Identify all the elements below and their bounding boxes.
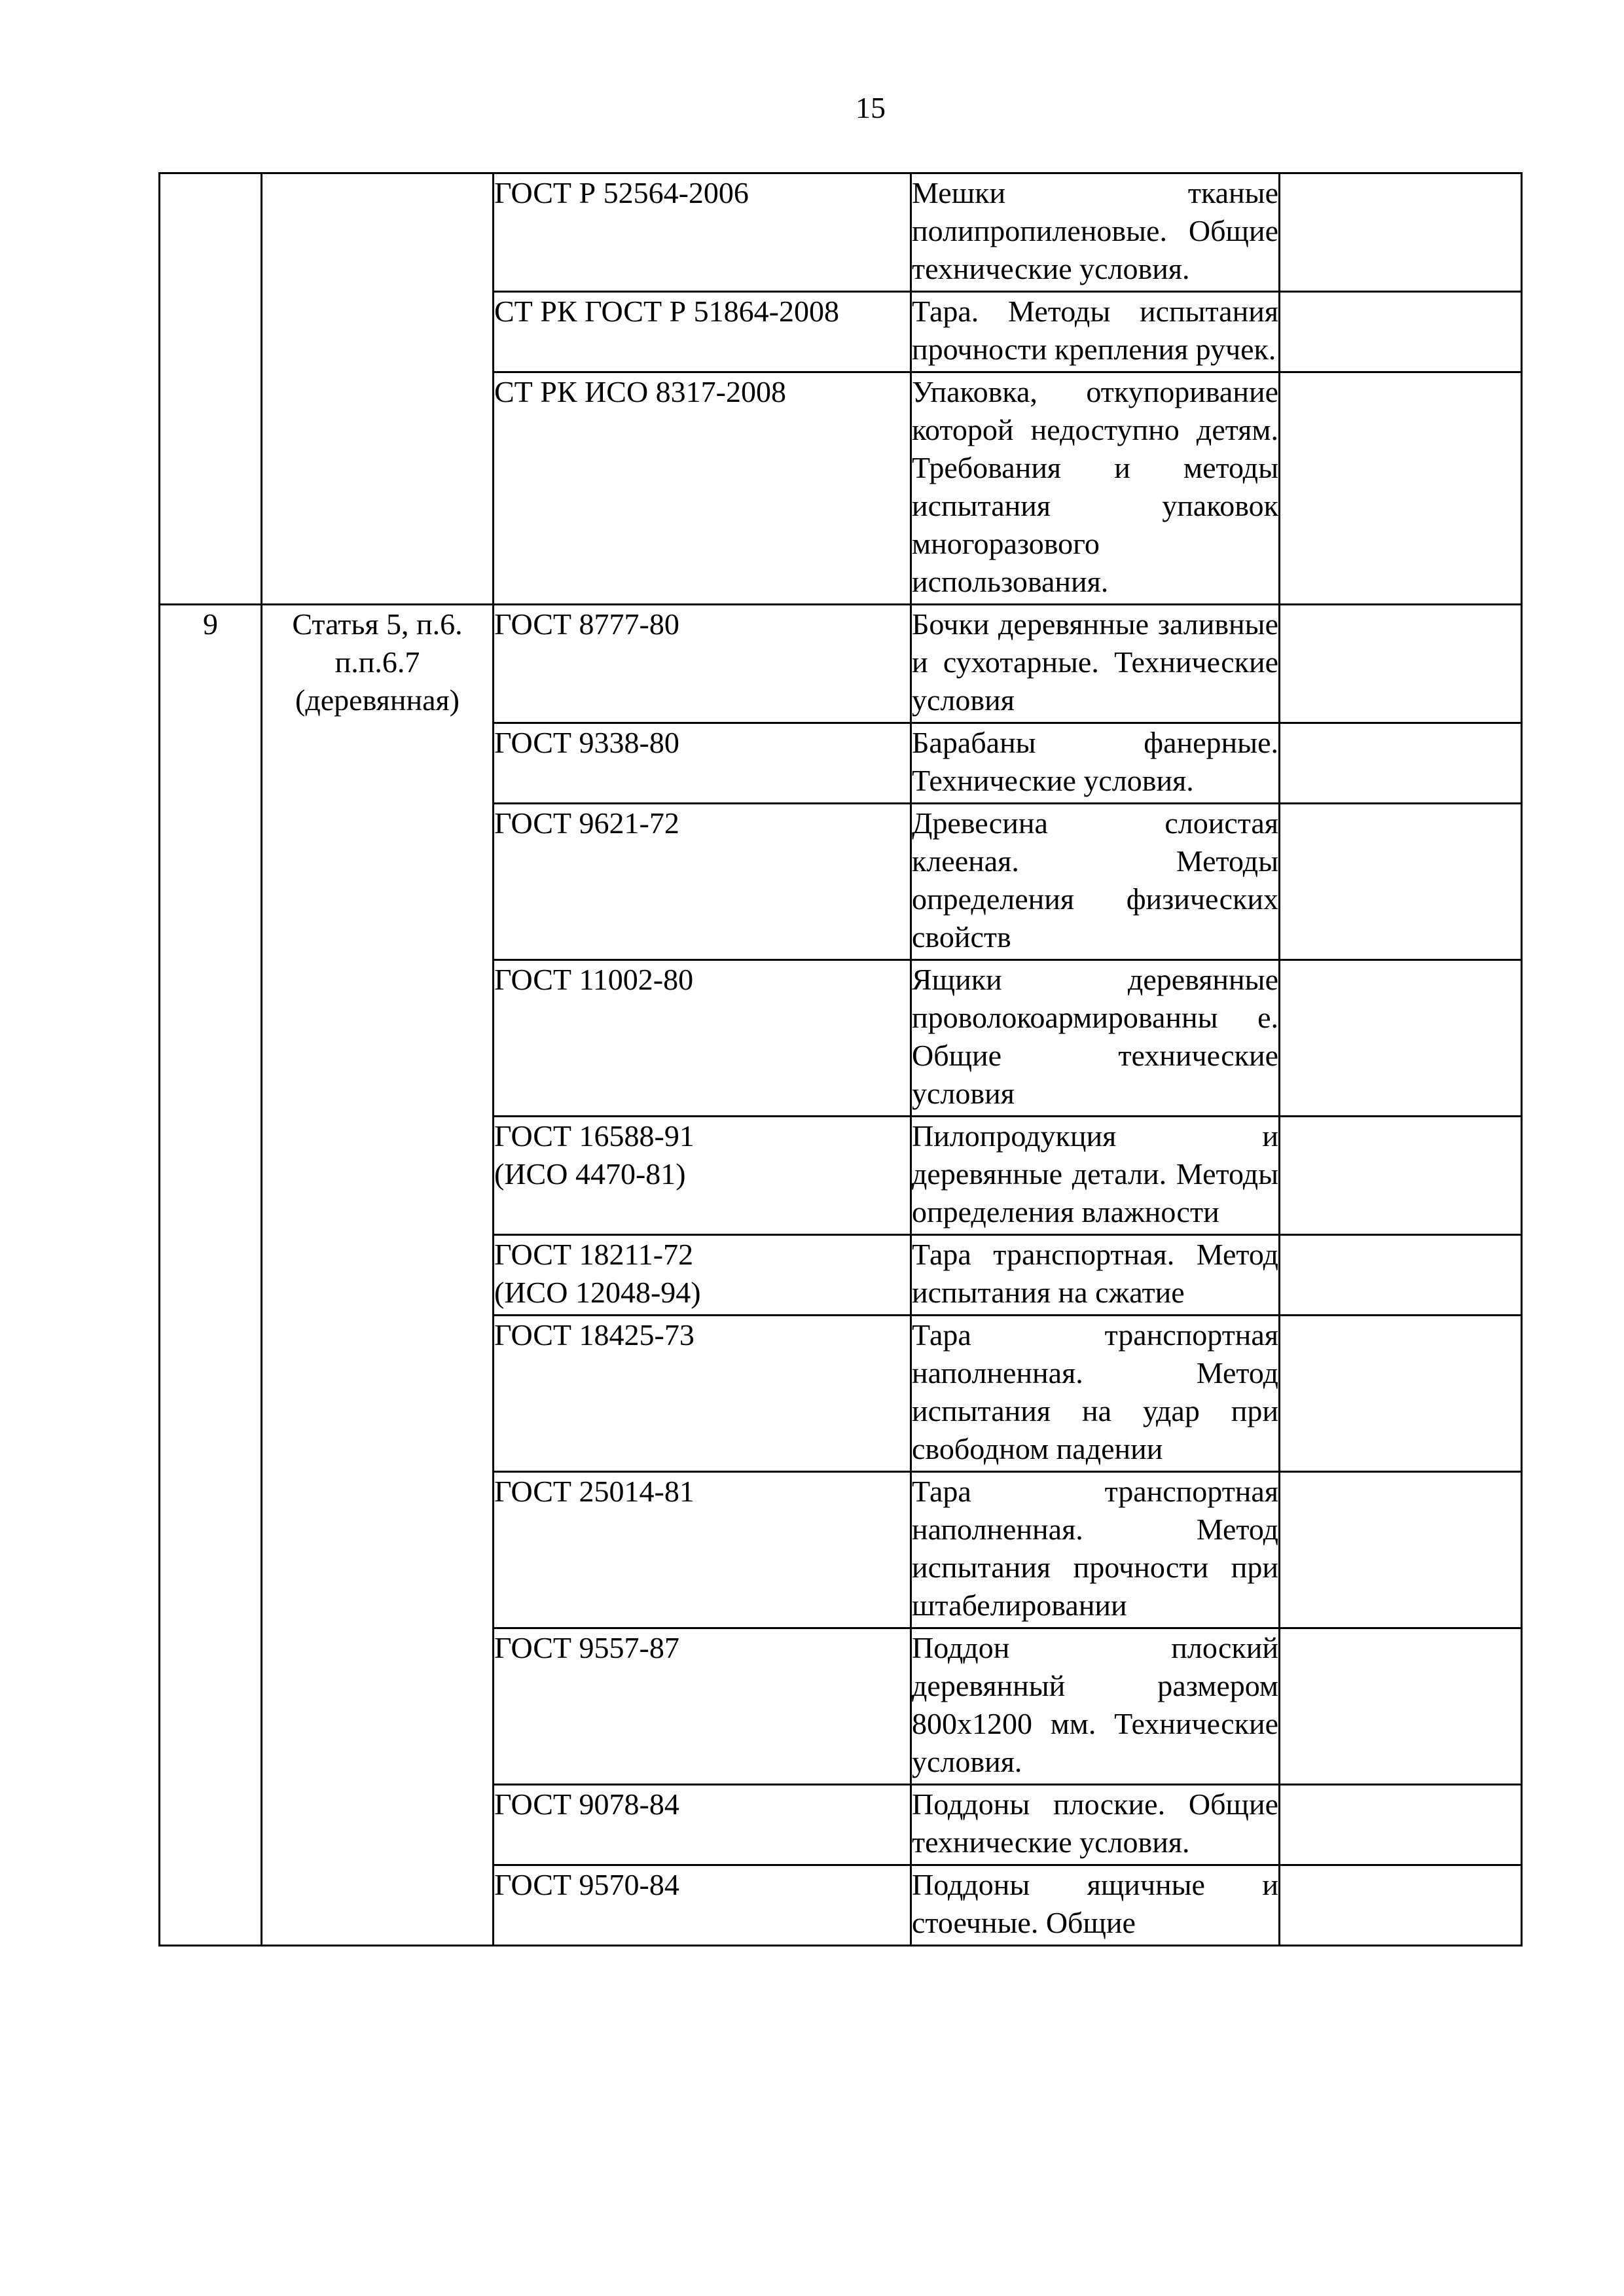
article-line: Статья 5, п.6. [292, 607, 463, 641]
article-line: (деревянная) [295, 683, 460, 717]
standard-description: Мешки тканые полипропиленовые. Общие технические условия. [912, 176, 1278, 285]
standard-code: (ИСО 4470-81) [494, 1157, 686, 1191]
article-cell [262, 605, 494, 1946]
standard-cell [494, 723, 911, 804]
standard-code: ГОСТ 9557-87 [494, 1631, 679, 1664]
description-cell [911, 960, 1280, 1117]
standard-code: ГОСТ 25014-81 [494, 1475, 695, 1508]
standard-description: Тара транспортная наполненная. Метод испытания на удар при свободном падении [912, 1318, 1278, 1465]
empty-cell [1280, 1117, 1522, 1235]
standard-cell [494, 1785, 911, 1865]
description-cell [911, 372, 1280, 605]
standard-cell [494, 605, 911, 723]
description-cell [911, 292, 1280, 372]
standard-cell [494, 1316, 911, 1472]
empty-cell [1280, 173, 1522, 292]
standard-code: СТ РК ИСО 8317-2008 [494, 375, 786, 408]
empty-cell [1280, 1785, 1522, 1865]
standard-cell [494, 1117, 911, 1235]
standard-code: ГОСТ 16588-91 [494, 1119, 695, 1153]
table-row [160, 605, 1522, 723]
standard-code: ГОСТ 9621-72 [494, 806, 679, 840]
article-cell [262, 173, 494, 605]
empty-cell [1280, 1235, 1522, 1316]
standard-cell [494, 292, 911, 372]
empty-cell [1280, 372, 1522, 605]
standard-code: ГОСТ 8777-80 [494, 607, 679, 641]
standard-code: ГОСТ 9570-84 [494, 1868, 679, 1901]
standards-table [158, 172, 1523, 1946]
standard-description: Тара транспортная наполненная. Метод испытания прочности при штабелировании [912, 1475, 1278, 1622]
empty-cell [1280, 960, 1522, 1117]
description-cell [911, 1785, 1280, 1865]
row-number-cell: 9 [160, 605, 262, 1946]
description-cell [911, 723, 1280, 804]
empty-cell [1280, 1316, 1522, 1472]
empty-cell [1280, 1628, 1522, 1785]
empty-cell [1280, 605, 1522, 723]
standard-description: Барабаны фанерные. Технические условия. [912, 726, 1278, 797]
description-cell [911, 804, 1280, 960]
page-number: 15 [856, 91, 886, 124]
standard-description: Тара транспортная. Метод испытания на сжатие [912, 1238, 1278, 1309]
standard-cell [494, 372, 911, 605]
standard-code: (ИСО 12048-94) [494, 1276, 701, 1309]
standard-code: ГОСТ 18211-72 [494, 1238, 694, 1271]
standard-cell [494, 1628, 911, 1785]
description-cell [911, 1628, 1280, 1785]
standard-cell [494, 804, 911, 960]
article-line: п.п.6.7 [334, 645, 420, 679]
standard-cell [494, 1865, 911, 1946]
standard-cell [494, 1472, 911, 1628]
table-body [160, 173, 1522, 1946]
empty-cell [1280, 1865, 1522, 1946]
standard-code: СТ РК ГОСТ Р 51864-2008 [494, 295, 839, 328]
standard-cell [494, 173, 911, 292]
standard-description: Ящики деревянные проволокоармированны е. Общие технические условия [912, 963, 1278, 1110]
standard-description: Бочки деревянные заливные и сухотарные. Технические условия [912, 607, 1278, 717]
standard-description: Пилопродукция и деревянные детали. Методы определения влажности [912, 1119, 1278, 1229]
empty-cell [1280, 804, 1522, 960]
standard-cell [494, 960, 911, 1117]
description-cell [911, 1865, 1280, 1946]
standard-description: Тара. Методы испытания прочности крепления ручек. [912, 295, 1278, 366]
description-cell [911, 173, 1280, 292]
table-row [160, 173, 1522, 292]
standard-code: ГОСТ 9338-80 [494, 726, 679, 759]
standard-code: ГОСТ Р 52564-2006 [494, 176, 749, 209]
row-number-cell [160, 173, 262, 605]
standard-description: Древесина слоистая клееная. Методы определения физических свойств [912, 806, 1278, 954]
description-cell [911, 1235, 1280, 1316]
standard-code: ГОСТ 11002-80 [494, 963, 694, 996]
description-cell [911, 605, 1280, 723]
empty-cell [1280, 1472, 1522, 1628]
standard-cell [494, 1235, 911, 1316]
standard-code: ГОСТ 18425-73 [494, 1318, 695, 1352]
standard-description: Упаковка, откупоривание которой недоступно детям. Требования и методы испытания упаковок многоразового использования. [912, 375, 1278, 598]
description-cell [911, 1316, 1280, 1472]
empty-cell [1280, 723, 1522, 804]
standard-description: Поддоны ящичные и стоечные. Общие [912, 1868, 1278, 1939]
standard-description: Поддон плоский деревянный размером 800х1200 мм. Технические условия. [912, 1631, 1278, 1778]
description-cell [911, 1472, 1280, 1628]
empty-cell [1280, 292, 1522, 372]
standard-code: ГОСТ 9078-84 [494, 1787, 679, 1821]
description-cell [911, 1117, 1280, 1235]
standard-description: Поддоны плоские. Общие технические условия. [912, 1787, 1278, 1859]
